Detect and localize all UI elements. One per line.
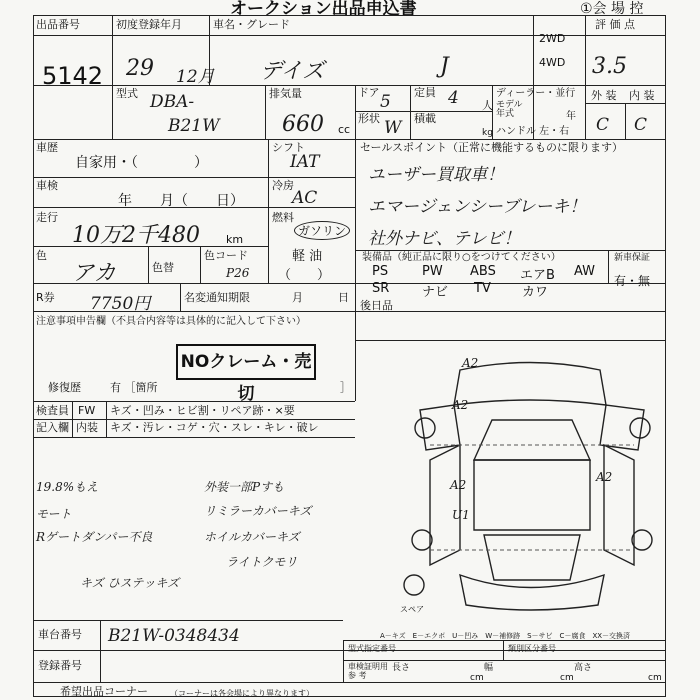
registration-label: 登録番号 — [38, 659, 82, 672]
car-name: デイズ — [260, 59, 325, 84]
name-change-day: 日 — [338, 291, 349, 304]
drive-2wd: 2WD — [539, 32, 566, 45]
rear-goods-label: 後日品 — [360, 299, 393, 312]
shape-value: W — [384, 118, 402, 138]
capacity-label: 定員 — [414, 86, 436, 99]
displacement-label: 排気量 — [269, 87, 302, 100]
note-left-4: キズ ひステッキズ — [80, 576, 180, 590]
entry-label: 記入欄 — [36, 421, 69, 434]
inspection-value: 年 月（ 日） — [118, 193, 244, 209]
note-right-2: リミラーカバーキズ — [204, 504, 312, 518]
equipment-tv: TV — [474, 281, 491, 296]
chassis-label: 車台番号 — [38, 628, 82, 641]
fw-label: FW — [78, 404, 96, 417]
form-type-label: 型式指定番号 — [348, 644, 396, 653]
mark-a2-right-side: A2 — [596, 470, 613, 484]
handle-side: ハンドル 左・右 — [496, 126, 570, 137]
warranty-value: 有・無 — [614, 274, 651, 288]
sales-point-2: エマージェンシーブレーキ！ — [368, 197, 587, 217]
interior-tag: 内装 — [76, 421, 98, 434]
doors-label: ドア — [358, 86, 380, 99]
dealer-parallel: ディーラー・並行 — [496, 88, 576, 99]
sales-point-label: セールスポイント（正常に機能するものに限ります） — [360, 141, 624, 154]
type-label: 型式 — [116, 87, 138, 100]
note-right-4: ライトクモリ — [226, 555, 298, 569]
fuel-light-oil: 軽 油 — [292, 249, 323, 264]
ac-label: 冷房 — [272, 179, 294, 192]
load-unit: kg — [482, 128, 493, 138]
mark-a2-left-front: A2 — [452, 398, 469, 412]
car-name-grade-label: 車名・グレード — [213, 18, 290, 31]
note-left-3: Rゲートダンパー不良 — [36, 530, 153, 544]
shift-value: IAT — [290, 152, 320, 172]
equipment-navi: ナビ — [422, 285, 449, 300]
color-label: 色 — [36, 249, 47, 262]
wish-corner-note: （コーナーは各会場により異なります） — [170, 689, 314, 698]
repair-history-end: ］ — [340, 381, 351, 394]
color-change-label: 色替 — [152, 261, 174, 274]
venue-copy-label: ①会 場 控 — [580, 1, 644, 17]
shift-label: シフト — [272, 141, 305, 154]
mark-a2-roof: A2 — [462, 356, 479, 370]
sales-point-3: 社外ナビ、テレビ！ — [368, 229, 521, 249]
inspection-label: 車検 — [36, 179, 58, 192]
car-damage-diagram — [400, 350, 665, 620]
type-line-1: DBA- — [150, 92, 195, 112]
repair-history-value: 有 ［箇所 — [110, 381, 158, 394]
type-line-2: B21W — [168, 116, 220, 136]
height-unit: cm — [648, 673, 662, 683]
fuel-label: 燃料 — [272, 211, 294, 224]
color-value: アカ — [72, 261, 116, 286]
height-label: 高さ — [574, 663, 593, 673]
score-label: 評 価 点 — [595, 18, 635, 31]
note-right-3: ホイルカバーキズ — [204, 530, 300, 544]
equipment-pw: PW — [422, 264, 443, 279]
interior-items: キズ・汚レ・コゲ・穴・スレ・キレ・破レ — [110, 421, 319, 434]
km-unit: km — [226, 233, 244, 246]
usage-label: 車歴 — [36, 141, 58, 154]
lot-number: 5142 — [42, 62, 104, 90]
fuel-other: （ ） — [278, 268, 331, 283]
lot-number-label: 出品番号 — [36, 18, 80, 31]
cc-unit: cc — [338, 123, 351, 136]
equipment-abs: ABS — [470, 264, 496, 279]
name-change-month: 月 — [292, 291, 303, 304]
exterior-label: 外 装 — [591, 89, 617, 102]
load-label: 積載 — [414, 112, 436, 125]
new-car-warranty-label: 新車保証 — [614, 253, 651, 263]
equipment-ps: PS — [372, 264, 389, 279]
mileage-value: 10万2千480 — [72, 223, 200, 248]
inspector-label: 検査員 — [36, 404, 69, 417]
no-claim-stamp: NOクレーム・売切 — [176, 344, 316, 380]
certificate-label: 車検証明用 参 考 — [348, 662, 388, 680]
displacement-value: 660 — [282, 112, 324, 137]
interior-label: 内 装 — [629, 89, 655, 102]
notes-label: 注意事項申告欄（不具合内容等は具体的に記入して下さい） — [36, 316, 306, 327]
spare-label: スペア — [400, 605, 424, 614]
recycle-value: 7750円 — [90, 294, 151, 314]
capacity-unit: 人 — [482, 99, 493, 112]
score-value: 3.5 — [592, 54, 627, 79]
exterior-grade: C — [596, 115, 610, 135]
note-right-1: 外装一部Pすも — [204, 480, 285, 494]
mark-u1: U1 — [452, 508, 470, 522]
model-year-unit: 年 — [566, 111, 576, 122]
mark-a2-left-side: A2 — [450, 478, 467, 492]
equipment-aw: AW — [574, 264, 596, 279]
fw-items: キズ・凹み・ヒビ割・リペア跡・×要 — [110, 404, 295, 417]
first-registration-month: 12月 — [176, 67, 215, 87]
equipment-sr: SR — [372, 281, 390, 296]
sales-point-1: ユーザー買取車！ — [368, 165, 504, 185]
capacity-value: 4 — [448, 88, 459, 108]
equipment-leather: カワ — [522, 285, 549, 300]
note-left-2: モート — [36, 507, 72, 521]
color-code-label: 色コード — [204, 249, 248, 262]
width-unit: cm — [560, 673, 574, 683]
length-label: 長さ — [392, 663, 411, 673]
recycle-label: R券 — [36, 291, 55, 304]
chassis-number: B21W-0348434 — [108, 626, 240, 646]
mileage-label: 走行 — [36, 211, 58, 224]
doors-value: 5 — [380, 92, 391, 112]
equipment-label: 装備品（純正品に限り○をつけてください） — [362, 252, 561, 263]
width-label: 幅 — [484, 663, 494, 673]
color-code-value: P26 — [226, 266, 250, 280]
wish-corner-label: 希望出品コーナー — [60, 685, 148, 698]
fuel-gasoline: ガソリン — [294, 221, 350, 240]
name-change-label: 名変通知期限 — [184, 291, 250, 304]
drive-4wd: 4WD — [539, 56, 566, 69]
header-title: オークション出品申込書 — [230, 0, 417, 19]
note-left-1: 19.8%もえ — [36, 480, 99, 494]
grade: J — [440, 54, 449, 79]
class-number-label: 類別区分番号 — [508, 644, 556, 653]
repair-history-label: 修復歴 — [48, 381, 81, 394]
first-registration-label: 初度登録年月 — [116, 18, 182, 31]
ac-value: AC — [292, 188, 318, 208]
length-unit: cm — [470, 673, 484, 683]
damage-legend: A－キズ E－エクボ U－凹み W－補修跡 S－サビ C－腐食 XX－交換済 — [380, 632, 631, 640]
model-year-label: モデル 年式 — [496, 100, 523, 119]
usage-value: 自家用・（ ） — [75, 155, 208, 171]
equipment-airbag: エアB — [520, 268, 555, 283]
shape-label: 形状 — [358, 112, 380, 125]
interior-grade: C — [634, 115, 648, 135]
first-registration-year: 29 — [126, 56, 154, 81]
